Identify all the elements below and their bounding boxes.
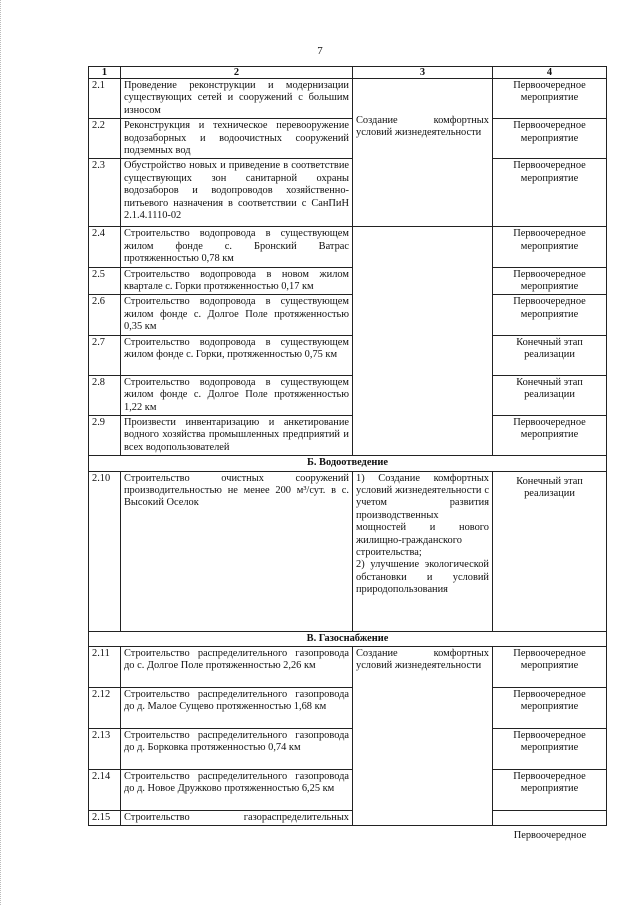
section-title: Б. Водоотведение [89,456,607,471]
row-stage: Первоочередное мероприятие [493,159,607,227]
table-row [89,375,607,415]
row-description: Строительство газораспределительных [121,810,353,825]
row-description: Строительство водопровода в существующем жилом фонде с. Горки, протяженностью 0,75 км [121,335,353,375]
row-description: Строительство водопровода в существующем жилом фонде с. Долгое Поле протяженностью 1,22 км [121,375,353,415]
section-header-gas [89,631,607,646]
row-stage: Конечный этап реализации [493,375,607,415]
row-description: Реконструкция и техническое перевооружение водозаборных и водоочистных сооружений подземных вод [121,119,353,159]
trailing-stage-text: Первоочередное [513,830,587,841]
row-description: Строительство распределительного газопровода до д. Борковка протяженностью 0,74 км [121,728,353,769]
table-row [89,769,607,810]
row-number: 2.14 [89,769,121,810]
row-stage: Первоочередное мероприятие [493,227,607,267]
header-col-3: 3 [353,67,493,79]
table-row [89,415,607,455]
row-number: 2.10 [89,471,121,631]
row-number: 2.8 [89,375,121,415]
table-row [89,119,607,159]
row-stage: Первоочередное мероприятие [493,728,607,769]
row-number: 2.11 [89,646,121,687]
table-row [89,227,607,267]
row-purpose [353,471,493,631]
purpose-item-1: 1) Создание комфортных условий жизнедеятельности с учетом развития производственных мощностей и нового жилищно-гражданского строительства; [356,472,489,558]
table-header-row [89,67,607,79]
page-number: 7 [317,45,323,57]
measures-table [88,66,607,826]
table-row [89,810,607,825]
row-stage: Конечный этап реализации [493,471,607,631]
row-stage: Первоочередное мероприятие [493,646,607,687]
row-number: 2.7 [89,335,121,375]
table-row [89,335,607,375]
table-row [89,79,607,119]
row-stage: Первоочередное мероприятие [493,769,607,810]
row-description: Строительство водопровода в существующем жилом фонде с. Долгое Поле протяженностью 0,35 км [121,295,353,335]
row-number: 2.3 [89,159,121,227]
header-col-1: 1 [89,67,121,79]
row-purpose: Создание комфортных условий жизнедеятельности [353,79,493,227]
row-stage: Первоочередное мероприятие [493,119,607,159]
table-row [89,267,607,295]
row-number: 2.6 [89,295,121,335]
row-stage: Первоочередное мероприятие [493,267,607,295]
table-row [89,295,607,335]
row-number: 2.13 [89,728,121,769]
row-number: 2.4 [89,227,121,267]
purpose-item-2: 2) улучшение экологической обстановки и условий природопользования [356,559,489,596]
row-description: Обустройство новых и приведение в соответствие существующих зон санитарной охраны водозаборов и водопроводов хозяйственно-питьевого назначения в соответствии с СанПиН 2.1.4.1110-02 [121,159,353,227]
table-row [89,159,607,227]
row-stage: Конечный этап реализации [493,335,607,375]
section-title: В. Газоснабжение [89,631,607,646]
row-stage: Первоочередное мероприятие [493,79,607,119]
row-description: Строительство распределительного газопровода до с. Долгое Поле протяженностью 2,26 км [121,646,353,687]
row-description: Произвести инвентаризацию и анкетирование водного хозяйства промышленных предприятий и всех водопользователей [121,415,353,455]
scan-edge-line [0,0,2,905]
row-description: Строительство распределительного газопровода до д. Малое Сущево протяженностью 1,68 км [121,687,353,728]
row-description: Строительство водопровода в существующем жилом фонде с. Бронский Ватрас протяженностью 0,78 км [121,227,353,267]
row-number: 2.1 [89,79,121,119]
row-number: 2.12 [89,687,121,728]
row-number: 2.15 [89,810,121,825]
row-purpose: Создание комфортных условий жизнедеятельности [353,646,493,825]
section-header-sewerage [89,456,607,471]
row-purpose-empty [353,227,493,456]
row-stage: Первоочередное мероприятие [493,687,607,728]
table-row [89,646,607,687]
row-description: Строительство очистных сооружений производительностью не менее 200 м³/сут. в с. Высокий Оселок [121,471,353,631]
row-stage: Первоочередное мероприятие [493,295,607,335]
table-row [89,471,607,631]
row-stage: Первоочередное мероприятие [493,415,607,455]
table-row [89,687,607,728]
row-description: Проведение реконструкции и модернизации существующих сетей и сооружений с большим износом [121,79,353,119]
row-description: Строительство распределительного газопровода до д. Новое Дружково протяженностью 6,25 км [121,769,353,810]
row-number: 2.2 [89,119,121,159]
header-col-2: 2 [121,67,353,79]
header-col-4: 4 [493,67,607,79]
table-row [89,728,607,769]
row-number: 2.5 [89,267,121,295]
row-description: Строительство водопровода в новом жилом квартале с. Горки протяженностью 0,17 км [121,267,353,295]
row-number: 2.9 [89,415,121,455]
row-stage [493,810,607,825]
